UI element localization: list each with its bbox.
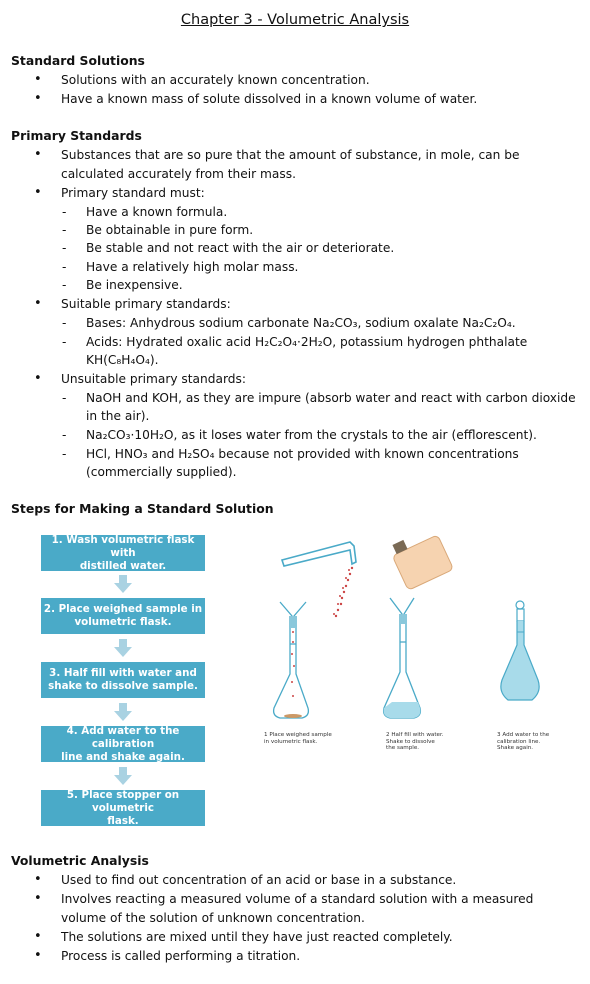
volumetric-flask-3 — [501, 601, 539, 700]
sub-item-acids: Acids: Hydrated oxalic acid H₂C₂O₄·2H₂O, potassium hydrogen phthalate — [86, 335, 528, 349]
sub-item: NaOH and KOH, as they are impure (absorb water and react with carbon dioxide — [86, 391, 576, 405]
bullet: • — [34, 185, 42, 200]
caption-2: 2 Half fill with water. Shake to dissolve the sample. — [386, 732, 444, 751]
weighing-boat-icon — [282, 542, 356, 566]
step-box-1: 1. Wash volumetric flask with distilled water. — [41, 535, 205, 571]
list-item-cont: calculated accurately from their mass. — [61, 167, 296, 181]
sub-item: Be inexpensive. — [86, 278, 183, 292]
dash: - — [62, 428, 67, 442]
volumetric-flask-2 — [384, 598, 421, 718]
sub-item: HCl, HNO₃ and H₂SO₄ because not provided with known concentrations — [86, 447, 519, 461]
sub-item: Have a known formula. — [86, 205, 228, 219]
volumetric-flask-1 — [274, 602, 309, 718]
page-title: Chapter 3 - Volumetric Analysis — [180, 12, 410, 28]
dash: - — [62, 391, 67, 405]
step-box-4: 4. Add water to the calibration line and shake again. — [41, 726, 205, 762]
sub-item-acids-cont: KH(C₈H₄O₄). — [86, 353, 159, 367]
bullet: • — [34, 948, 42, 963]
bullet: • — [34, 371, 42, 386]
down-arrow-icon — [113, 639, 133, 657]
list-item: Substances that are so pure that the amount of substance, in mole, can be — [61, 148, 520, 162]
bullet: • — [34, 91, 42, 106]
caption-1: 1 Place weighed sample in volumetric flask. — [264, 732, 332, 745]
dash: - — [62, 447, 67, 461]
dash: - — [62, 223, 67, 237]
list-item: Involves reacting a measured volume of a standard solution with a measured — [61, 892, 534, 906]
dash: - — [62, 205, 67, 219]
dash: - — [62, 260, 67, 274]
bullet: • — [34, 891, 42, 906]
down-arrow-icon — [113, 767, 133, 785]
list-item: Process is called performing a titration. — [61, 949, 301, 963]
dash: - — [62, 278, 67, 292]
list-item: Unsuitable primary standards: — [61, 372, 246, 386]
bullet: • — [34, 929, 42, 944]
sub-item: Have a relatively high molar mass. — [86, 260, 299, 274]
heading-primary-standards: Primary Standards — [11, 128, 142, 143]
sub-item: Na₂CO₃·10H₂O, as it loses water from the crystals to the air (efflorescent). — [86, 428, 537, 442]
list-item: Primary standard must: — [61, 186, 205, 200]
dash: - — [62, 241, 67, 255]
caption-3: 3 Add water to the calibration line. Shake again. — [497, 732, 550, 751]
sub-item-cont: (commercially supplied). — [86, 465, 237, 479]
bullet: • — [34, 872, 42, 887]
down-arrow-icon — [113, 703, 133, 721]
sub-item-bases: Bases: Anhydrous sodium carbonate Na₂CO₃, sodium oxalate Na₂C₂O₄. — [86, 316, 516, 330]
step-box-3: 3. Half fill with water and shake to dissolve sample. — [41, 662, 205, 698]
bullet: • — [34, 147, 42, 162]
water-level-icon — [384, 702, 421, 718]
dash: - — [62, 335, 67, 349]
bullet: • — [34, 296, 42, 311]
flask-illustration — [262, 532, 572, 732]
step-box-5: 5. Place stopper on volumetric flask. — [41, 790, 205, 826]
dash: - — [62, 316, 67, 330]
down-arrow-icon — [113, 575, 133, 593]
list-item: Suitable primary standards: — [61, 297, 231, 311]
heading-standard-solutions: Standard Solutions — [11, 53, 145, 68]
sub-item: Be stable and not react with the air or deteriorate. — [86, 241, 395, 255]
heading-steps: Steps for Making a Standard Solution — [11, 501, 274, 516]
sub-item-cont: in the air). — [86, 409, 150, 423]
sample-grains-icon — [333, 567, 353, 617]
list-item: The solutions are mixed until they have just reacted completely. — [61, 930, 453, 944]
list-item: Used to find out concentration of an acid or base in a substance. — [61, 873, 457, 887]
list-item-cont: volume of the solution of unknown concentration. — [61, 911, 365, 925]
wash-bottle-icon — [392, 535, 453, 591]
step-box-2: 2. Place weighed sample in volumetric flask. — [41, 598, 205, 634]
bullet: • — [34, 72, 42, 87]
heading-volumetric-analysis: Volumetric Analysis — [11, 853, 149, 868]
list-item: Solutions with an accurately known concentration. — [61, 73, 370, 87]
sub-item: Be obtainable in pure form. — [86, 223, 254, 237]
list-item: Have a known mass of solute dissolved in a known volume of water. — [61, 92, 478, 106]
